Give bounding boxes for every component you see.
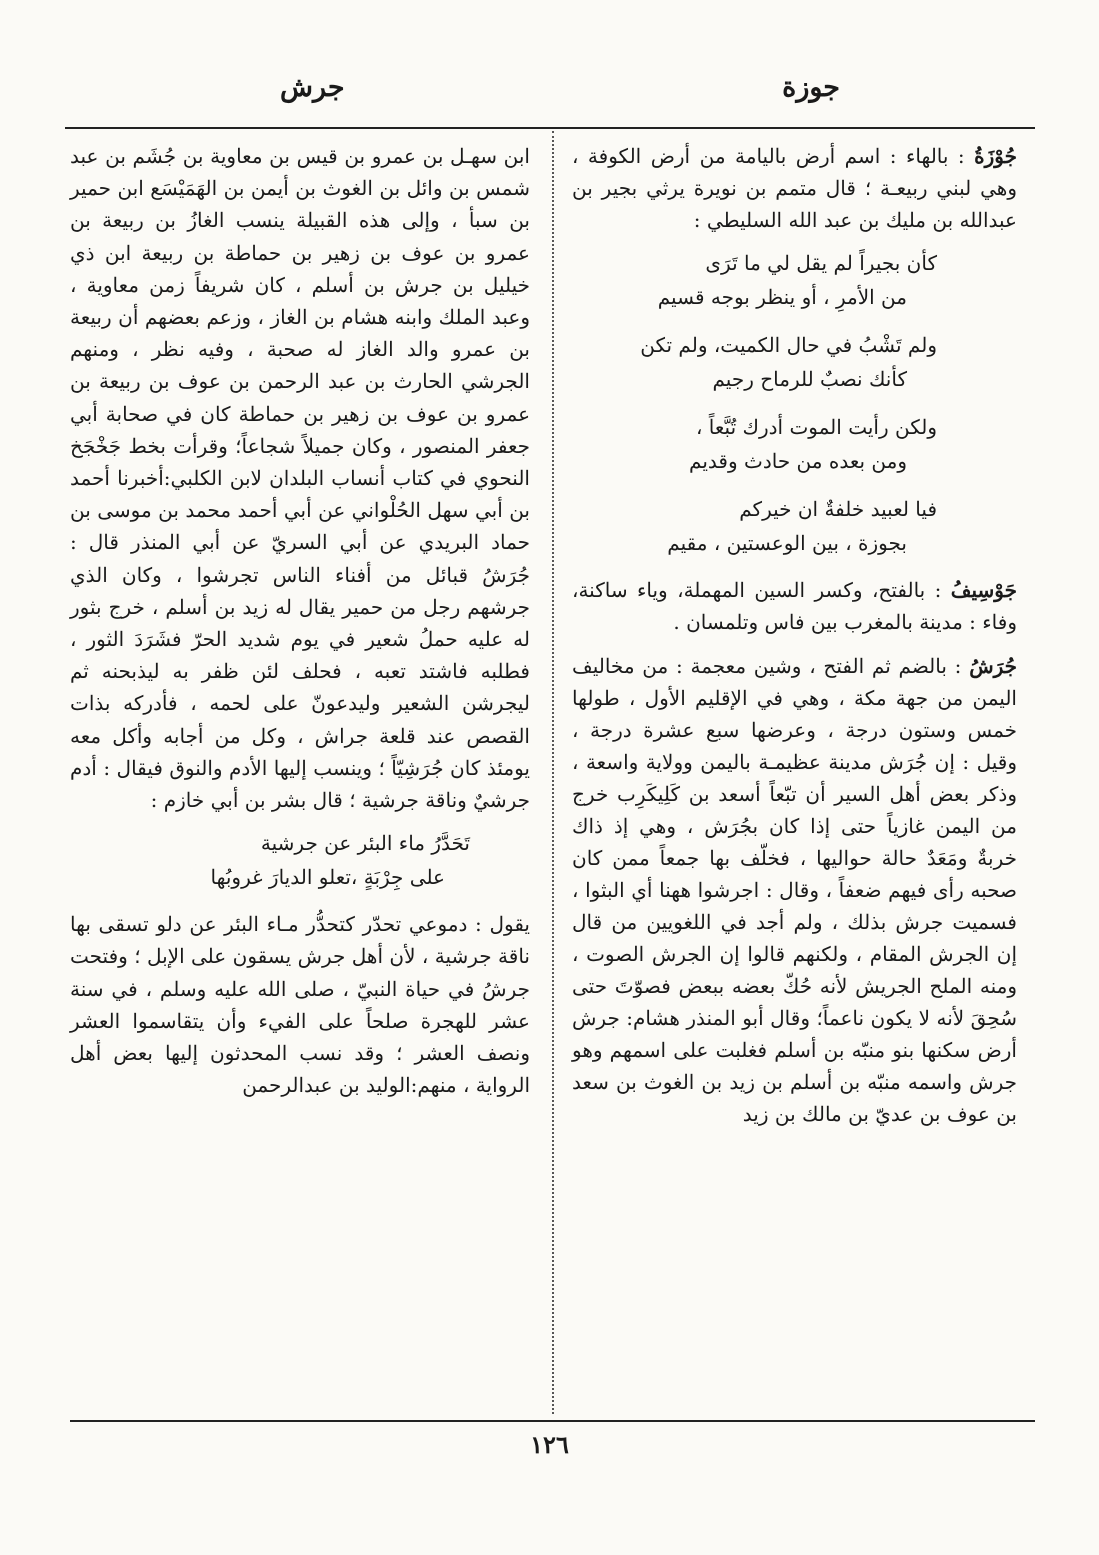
column-divider bbox=[552, 131, 554, 1414]
headword-jawza: جُوْزَةُ bbox=[974, 144, 1017, 168]
entry-jawza-text: : بالهاء : اسم أرض باليامة من أرض الكوفة ، وهي لبني ربيعـة ؛ قال متمم بن نويرة يرثي بجير بن عبدالله بن مليك بن عبد الله السليطي : bbox=[572, 144, 1017, 232]
entry-jawsif-text: : بالفتح، وكسر السين المهملة، وياء ساكنة، وفاء : مدينة بالمغرب بين فاس وتلمسان . bbox=[572, 578, 1017, 634]
hemistich: على جِرْبَةٍ ،تعلو الديارَ غروبُها bbox=[210, 865, 445, 890]
entry-jurash bbox=[572, 650, 1017, 1130]
poem-stanza bbox=[70, 826, 530, 894]
hemistich: كأنك نصبٌ للرماح رجيم bbox=[712, 367, 907, 391]
page-number: ١٢٦ bbox=[530, 1430, 569, 1459]
entry-jurash-text: : بالضم ثم الفتح ، وشين معجمة : من مخاليف اليمن من جهة مكة ، وهي في الإقليم الأول ، طولها خمس وستون درجة ، وعرضها سبع عشرة درجة ، وقيل : إن جُرَش مدينة عظيمـة باليمن وولاية واسعة ، وذكر بعض أهل السير أن تبّعاً أسعد بن كَلِيكَرِب خرج من اليمن غازياً حتى إذا كان بجُرَش ، وهي إذ ذاك خربةٌ ومَعَدٌ حالة حواليها ، فخلّف بها جمعاً ممن كان صحبه رأى فيهم ضعفاً ، وقال : اجرشوا ههنا أي البثوا ، فسميت جرش بذلك ، ولم أجد في اللغويين من قال إن الجرش المقام ، ولكنهم قالوا إن الجرش الصوت ، ومنه الملح الجريش لأنه حُكّ بعضه ببعض فصوّتَ حتى سُحِقَ لأنه لا يكون ناعماً؛ وقال أبو المنذر هشام: جرش أرض سكنها بنو منبّه بن أسلم فغلبت على اسمهم وهو جرش واسمه منبّه بن أسلم بن زيد بن الغوث بن سعد بن عوف بن عديّ بن مالك بن زيد bbox=[572, 654, 1017, 1126]
left-column bbox=[70, 140, 530, 1101]
header-left-word: جرش bbox=[280, 72, 345, 103]
poem-stanza bbox=[572, 410, 1017, 478]
header-right-word: جوزة bbox=[782, 72, 840, 103]
hemistich: فيا لعبيد خلفةٌ ان خيركم bbox=[739, 497, 937, 521]
hemistich: من الأمرِ ، أو ينظر بوجه قسيم bbox=[657, 285, 907, 309]
hemistich: كأن بجيراً لم يقل لي ما تَرَى bbox=[705, 251, 937, 275]
poem-mutammim bbox=[572, 246, 1017, 560]
poem-stanza bbox=[572, 492, 1017, 560]
spacer bbox=[572, 638, 1017, 650]
poem-stanza bbox=[572, 328, 1017, 396]
running-header bbox=[70, 72, 1035, 112]
right-column bbox=[572, 140, 1017, 1130]
poem-stanza bbox=[572, 246, 1017, 314]
left-paragraph-1: ابن سهـل بن عمرو بن قيس بن معاوية بن جُشَم بن عبد شمس بن وائل بن الغوث بن أيمن بن الهَمَيْسَع ابن حمير بن سبأ ، وإلى هذه القبيلة ينسب الغازُ بن ربيعة بن عمرو بن عوف بن زهير بن حماطة بن ربيعة ابن ذي خيليل بن جرش بن أسلم ، كان شريفاً زمن معاوية ، وعبد الملك وابنه هشام بن الغاز ، وزعم بعضهم أن ربيعة بن عمرو والد الغاز له صحبة ، وفيه نظر ، ومنهم الجرشي الحارث بن عبد الرحمن بن عوف بن ربيعة بن عمرو بن عوف بن زهير بن حماطة كان في صحابة أبي جعفر المنصور ، وكان جميلاً شجاعاً؛ وقرأت بخط جَخْجَخ النحوي في كتاب أنساب البلدان لابن الكلبي:أخبرنا أحمد بن أبي سهل الحُلْواني عن أبي أحمد محمد بن موسى بن حماد البريدي عن أبي السريّ عن أبي المنذر قال : جُرَشُ قبائل من أفناء الناس تجرشوا ، وكان الذي جرشهم رجل من حمير يقال له زيد بن أسلم ، خرج بثور له عليه حملُ شعير في يوم شديد الحرّ فشَرَدَ الثور ، فطلبه فاشتد تعبه ، فحلف لئن ظفر به ليذبحنه ثم ليجرشن الشعير وليدعونّ على لحمه ، فأدركه بذات القصص عند قلعة جراش ، وكل من أجابه وأكل معه يومئذ كان جُرَشِيّاً ؛ وينسب إليها الأدم والنوق فيقال : أدم جرشيٌ وناقة جرشية ؛ قال بشر بن أبي خازم : bbox=[70, 144, 530, 813]
hemistich: ولكن رأيت الموت أدرك تُبَّعاً ، bbox=[695, 415, 937, 439]
hemistich: ولم تَشْبُ في حال الكميت، ولم تكن bbox=[640, 333, 937, 357]
entry-jawza bbox=[572, 140, 1017, 236]
hemistich: بجوزة ، بين الوعستين ، مقيم bbox=[667, 531, 907, 555]
poem-bishr bbox=[70, 826, 530, 894]
headword-jawsif: جَوْسِيفُ bbox=[950, 578, 1017, 602]
hemistich: تَحَدَّرُ ماء البئر عن جرشية bbox=[260, 831, 470, 856]
headword-jurash: جُرَشُ bbox=[969, 654, 1018, 678]
entry-jawsif bbox=[572, 574, 1017, 638]
top-rule bbox=[65, 127, 1035, 129]
bottom-rule bbox=[70, 1420, 1035, 1422]
left-paragraph-2: يقول : دموعي تحدّر كتحدُّر مـاء البئر عن دلو تسقى بها ناقة جرشية ، لأن أهل جرش يسقون على الإبل ؛ وفتحت جرشُ في حياة النبيّ ، صلى الله عليه وسلم ، في سنة عشر للهجرة صلحاً على الفيء وأن يتقاسموا العشر ونصف العشر ؛ وقد نسب المحدثون إليها بعض أهل الرواية ، منهم:الوليد بن عبدالرحمن bbox=[70, 912, 530, 1098]
hemistich: ومن بعده من حادث وقديم bbox=[689, 449, 907, 473]
